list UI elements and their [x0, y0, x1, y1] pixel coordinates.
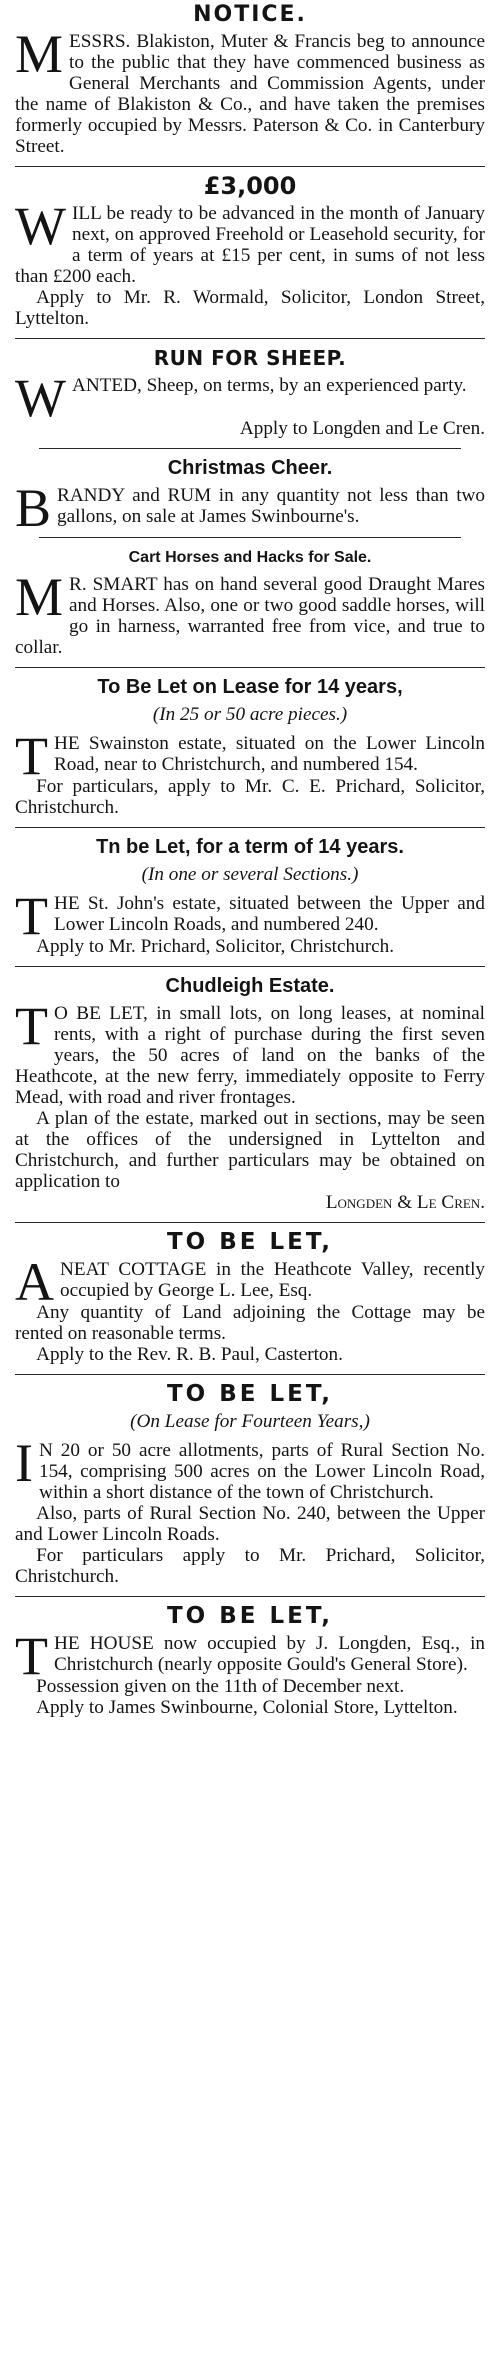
- ad-body: N 20 or 50 acre allotments, parts of Rural Section No. 154, comprising 500 acres on the Lower Lincoln Road, within a short distance of the town of Christchurch.: [38, 1440, 485, 1503]
- ad-heading: TO BE LET,: [166, 1603, 333, 1629]
- ad-body: ILL be ready to be advanced in the month of January next, on approved Freehold or Leasehold security, for a term of years at £15 per cent, in sums of not less than £200 each.: [15, 203, 485, 287]
- ad-heading: Chudleigh Estate.: [165, 975, 335, 997]
- drop-cap: A: [15, 1252, 54, 1312]
- ad-body: HE HOUSE now occupied by J. Longden, Esq., in Christchurch (nearly opposite Gould's General Store).: [54, 1633, 485, 1675]
- drop-cap: I: [15, 1433, 33, 1493]
- ad-subheading: (In 25 or 50 acre pieces.): [152, 704, 348, 725]
- ad-body: NEAT COTTAGE in the Heathcote Valley, recently occupied by George L. Lee, Esq.: [60, 1259, 485, 1301]
- divider: [15, 1222, 485, 1223]
- ad-apply: Also, parts of Rural Section No. 240, between the Upper and Lower Lincoln Roads.: [15, 1503, 485, 1545]
- ad-body: HE St. John's estate, situated between the Upper and Lower Lincoln Roads, and numbered 240.: [54, 893, 485, 935]
- drop-cap: W: [15, 368, 66, 428]
- ad-heading: Christmas Cheer.: [167, 457, 333, 479]
- ad-heading: TO BE LET,: [166, 1229, 333, 1255]
- ad-loan: [15, 172, 485, 329]
- drop-cap: B: [15, 478, 52, 538]
- ad-apply: Apply to Mr. Prichard, Solicitor, Christchurch.: [36, 936, 395, 957]
- divider: [15, 827, 485, 828]
- drop-cap: T: [15, 886, 48, 946]
- ad-body: ESSRS. Blakiston, Muter & Francis beg to announce to the public that they have commenced business as General Merchants and Commission Agents, under the name of Blakiston & Co., and have taken the premises formerly occupied by Messrs. Paterson & Co. in Canterbury Street.: [15, 31, 485, 157]
- ad-heathcote-cottage: [15, 1229, 485, 1365]
- ad-run-for-sheep: [15, 348, 485, 439]
- ad-heading: NOTICE.: [193, 2, 307, 27]
- ad-heading: Tn be Let, for a term of 14 years.: [96, 836, 404, 858]
- ad-subheading: (On Lease for Fourteen Years,): [130, 1411, 370, 1432]
- ad-rural-allotments: [15, 1381, 485, 1587]
- ad-heading: To Be Let on Lease for 14 years,: [97, 676, 403, 698]
- ad-swainston-estate: [15, 677, 485, 818]
- ad-heading: TO BE LET,: [166, 1381, 333, 1407]
- ad-christchurch-house: [15, 1603, 485, 1718]
- divider: [15, 338, 485, 339]
- divider: [39, 448, 461, 449]
- divider: [15, 1374, 485, 1375]
- ad-apply: Apply to Longden and Le Cren.: [239, 418, 485, 439]
- drop-cap: M: [15, 24, 64, 84]
- ad-apply: Apply to Mr. R. Wormald, Solicitor, London Street, Lyttelton.: [15, 287, 485, 329]
- divider: [15, 667, 485, 668]
- ad-subheading: (In one or several Sections.): [141, 864, 359, 885]
- ad-apply: For particulars, apply to Mr. C. E. Prichard, Solicitor, Christchurch.: [15, 776, 485, 818]
- ad-st-johns-estate: [15, 837, 485, 957]
- drop-cap: T: [15, 996, 48, 1056]
- ad-heading: Cart Horses and Hacks for Sale.: [128, 549, 372, 566]
- ad-apply: Possession given on the 11th of December next.: [36, 1676, 405, 1697]
- drop-cap: T: [15, 1626, 48, 1686]
- ad-heading: £3,000: [203, 172, 297, 200]
- ad-apply-contact: For particulars apply to Mr. Prichard, Solicitor, Christchurch.: [15, 1545, 485, 1587]
- divider: [15, 966, 485, 967]
- ad-heading: RUN FOR SHEEP.: [153, 346, 347, 370]
- ad-notice: [15, 4, 485, 157]
- ad-apply-contact: Apply to the Rev. R. B. Paul, Casterton.: [36, 1344, 343, 1365]
- drop-cap: M: [15, 567, 64, 627]
- ad-chudleigh-estate: [15, 976, 485, 1213]
- divider: [39, 537, 461, 538]
- ad-apply-contact: Apply to James Swinbourne, Colonial Store, Lyttelton.: [36, 1697, 458, 1718]
- divider: [15, 1596, 485, 1597]
- ad-body: HE Swainston estate, situated on the Lower Lincoln Road, near to Christchurch, and numbered 154.: [54, 733, 485, 775]
- ad-signature: Longden & Le Cren.: [325, 1192, 485, 1213]
- ad-apply: Any quantity of Land adjoining the Cottage may be rented on reasonable terms.: [15, 1302, 485, 1344]
- ad-apply: A plan of the estate, marked out in sections, may be seen at the offices of the undersigned in Lyttelton and Christchurch, and further particulars may be obtained on application to: [15, 1108, 485, 1192]
- drop-cap: W: [15, 196, 66, 256]
- drop-cap: T: [15, 726, 48, 786]
- ad-body: R. SMART has on hand several good Draught Mares and Horses. Also, one or two good saddle horses, will go in harness, warranted free from vice, and true to collar.: [15, 574, 485, 658]
- ad-cart-horses: [15, 547, 485, 658]
- ad-christmas-cheer: [15, 457, 485, 538]
- ad-body: O BE LET, in small lots, on long leases, at nominal rents, with a right of purchase during the first seven years, the 50 acres of land on the banks of the Heathcote, at the new ferry, immediately opposite to Ferry Mead, with road and river frontages.: [15, 1003, 485, 1108]
- divider: [15, 166, 485, 167]
- ad-body: RANDY and RUM in any quantity not less than two gallons, on sale at James Swinbourne's.: [57, 485, 485, 527]
- ad-body: ANTED, Sheep, on terms, by an experienced party.: [71, 375, 467, 396]
